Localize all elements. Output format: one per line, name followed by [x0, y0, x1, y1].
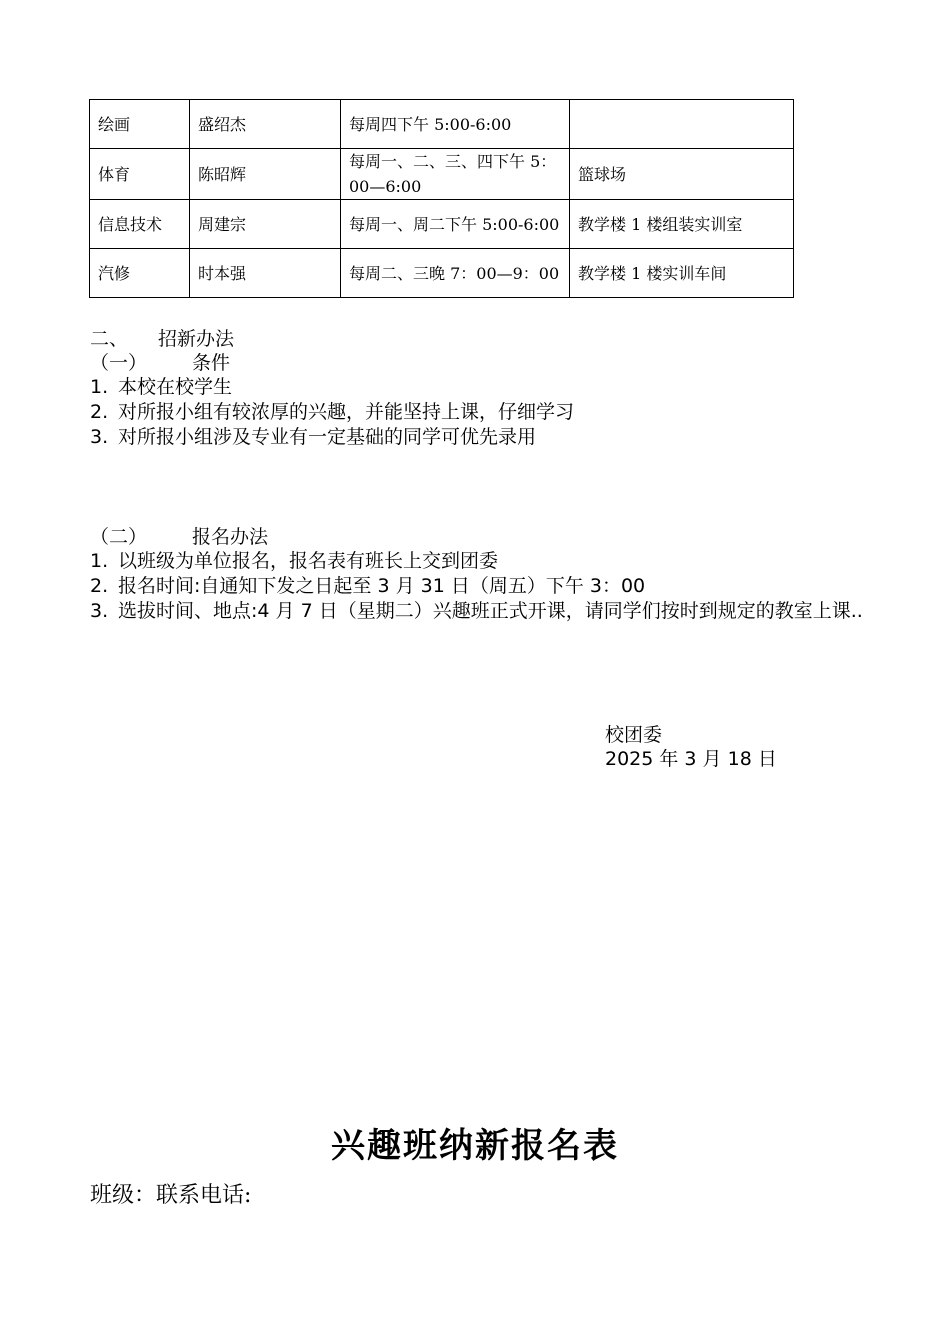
list-text: 报名时间:自通知下发之日起至 3 月 31 日（周五）下午 3：00	[118, 575, 646, 597]
list-item	[90, 374, 232, 400]
list-number: 3.	[90, 600, 109, 622]
teacher-cell: 时本强	[190, 249, 341, 298]
time-cell: 每周一、周二下午 5:00-6:00	[341, 200, 570, 249]
subsection-heading	[90, 524, 268, 550]
table-row	[90, 200, 794, 249]
list-item	[90, 548, 498, 574]
subject-cell: 绘画	[90, 100, 190, 149]
subject-cell: 信息技术	[90, 200, 190, 249]
section-title: 招新办法	[158, 328, 235, 350]
time-cell: 每周一、二、三、四下午 5：00—6:00	[341, 149, 570, 200]
teacher-cell: 陈昭辉	[190, 149, 341, 200]
list-number: 1.	[90, 376, 109, 398]
table-row	[90, 100, 794, 149]
subsection-heading	[90, 350, 230, 376]
subsection-title: 条件	[192, 352, 231, 374]
list-number: 3.	[90, 426, 109, 448]
signature-date: 2025 年 3 月 18 日	[605, 748, 777, 770]
form-title: 兴趣班纳新报名表	[331, 1126, 619, 1166]
subject-cell: 体育	[90, 149, 190, 200]
list-number: 2.	[90, 401, 109, 423]
subject-cell: 汽修	[90, 249, 190, 298]
location-cell: 教学楼 1 楼实训车间	[570, 249, 794, 298]
subsection-title: 报名办法	[192, 526, 269, 548]
location-cell	[570, 100, 794, 149]
list-text: 对所报小组有较浓厚的兴趣，并能坚持上课，仔细学习	[118, 401, 575, 423]
list-number: 2.	[90, 575, 109, 597]
list-text: 以班级为单位报名，报名表有班长上交到团委	[118, 550, 499, 572]
class-phone-line: 班级：联系电话:	[90, 1183, 252, 1208]
section-heading	[90, 326, 234, 352]
list-number: 1.	[90, 550, 109, 572]
list-item	[90, 399, 574, 425]
subsection-label: （二）	[90, 526, 148, 548]
location-cell: 教学楼 1 楼组装实训室	[570, 200, 794, 249]
time-cell: 每周二、三晚 7：00—9：00	[341, 249, 570, 298]
teacher-cell: 周建宗	[190, 200, 341, 249]
list-text: 本校在校学生	[118, 376, 233, 398]
list-item	[90, 573, 645, 599]
list-item	[90, 424, 536, 450]
table-row	[90, 249, 794, 298]
subsection-label: （一）	[90, 352, 148, 374]
teacher-cell: 盛绍杰	[190, 100, 341, 149]
signature-org: 校团委	[605, 724, 663, 746]
list-item	[90, 598, 865, 624]
location-cell: 篮球场	[570, 149, 794, 200]
time-cell: 每周四下午 5:00-6:00	[341, 100, 570, 149]
schedule-table	[89, 99, 794, 298]
list-text: 对所报小组涉及专业有一定基础的同学可优先录用	[118, 426, 537, 448]
section-number: 二、	[90, 328, 129, 350]
list-text: 选拔时间、地点:4 月 7 日（星期二）兴趣班正式开课，请同学们按时到规定的教室上课..	[118, 600, 863, 622]
table-row	[90, 149, 794, 200]
